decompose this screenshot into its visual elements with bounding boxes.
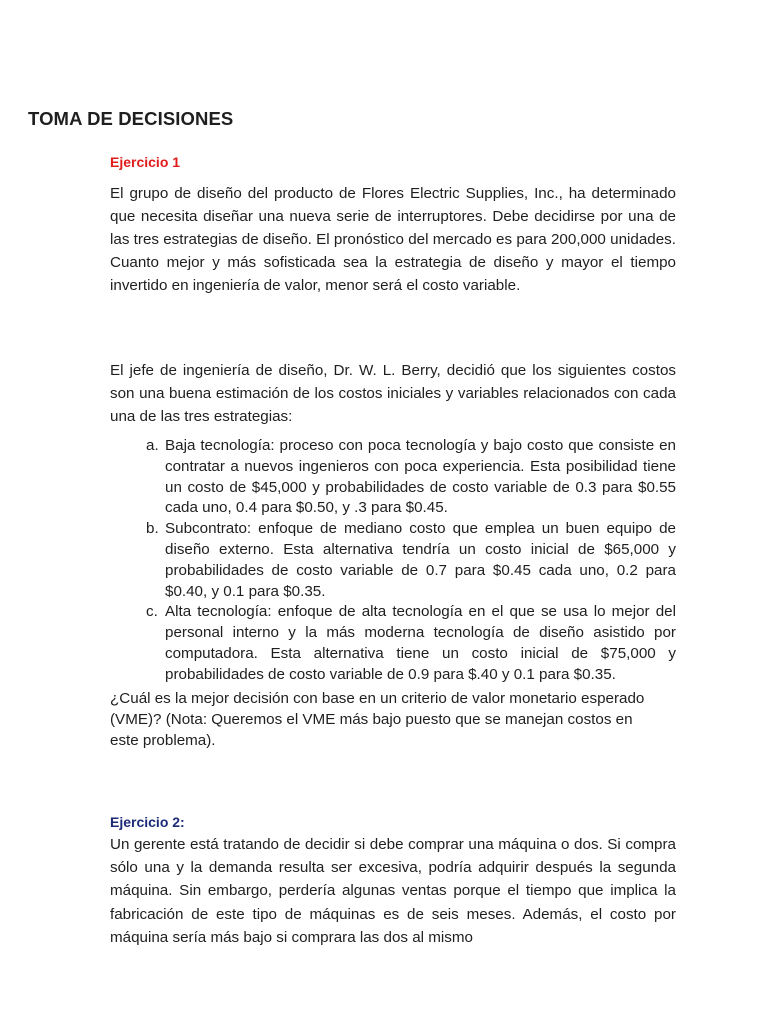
option-marker: c. (146, 603, 158, 621)
exercise-1-question: ¿Cuál es la mejor decisión con base en un criterio de valor monetario esperado (VME)? (Nota: Queremos el VME más bajo puesto que se manejan costos en este problema). (110, 690, 645, 749)
strategy-option-a (110, 436, 676, 519)
exercise-1-intro-paragraph: El grupo de diseño del producto de Flores Electric Supplies, Inc., ha determinado que necesita diseñar una nueva serie de interruptores. Debe decidirse por una de las tres estrategias de diseño. El pronóstico del mercado es para 200,000 unidades. Cuanto mejor y más sofisticada sea la estrategia de diseño y mayor el tiempo invertido en ingeniería de valor, menor será el costo variable. (110, 185, 676, 294)
exercise-2-heading: Ejercicio 2: (110, 814, 185, 830)
option-text: Subcontrato: enfoque de mediano costo que emplea un buen equipo de diseño externo. Esta alternativa tendría un costo inicial de $65,000 y probabilidades de costo variable de 0.7 para $0.45 cada uno, 0.2 para $0.40, y 0.1 para $0.35. (165, 520, 676, 600)
strategy-option-c (110, 602, 676, 685)
option-text: Alta tecnología: enfoque de alta tecnología en el que se usa lo mejor del personal interno y la más moderna tecnología de diseño asistido por computadora. Esta alternativa tiene un costo inicial de $75,000 y probabilidades de costo variable de 0.9 para $.40 y 0.1 para $0.35. (165, 603, 676, 683)
exercise-1-heading: Ejercicio 1 (110, 154, 181, 170)
exercise-2-paragraph: Un gerente está tratando de decidir si debe comprar una máquina o dos. Si compra sólo una y la demanda resulta ser excesiva, podría adquirir después la segunda máquina. Sin embargo, perdería algunas ventas porque el tiempo que implica la fabricación de este tipo de máquinas es de seis meses. Además, el costo por máquina sería más bajo si comprara las dos al mismo (110, 836, 676, 946)
exercise-1-costs-paragraph: El jefe de ingeniería de diseño, Dr. W. L. Berry, decidió que los siguientes costos son una buena estimación de los costos iniciales y variables relacionados con cada una de las tres estrategias: (110, 362, 676, 425)
option-text: Baja tecnología: proceso con poca tecnología y bajo costo que consiste en contratar a nuevos ingenieros con poca experiencia. Esta posibilidad tiene un costo de $45,000 y probabilidades de costo variable de 0.3 para $0.55 cada uno, 0.4 para $0.50, y .3 para $0.45. (165, 437, 676, 517)
strategy-option-b (110, 519, 676, 602)
strategy-options-list (110, 436, 676, 686)
option-marker: b. (146, 520, 159, 538)
document-title: TOMA DE DECISIONES (28, 108, 234, 129)
option-marker: a. (146, 437, 159, 454)
